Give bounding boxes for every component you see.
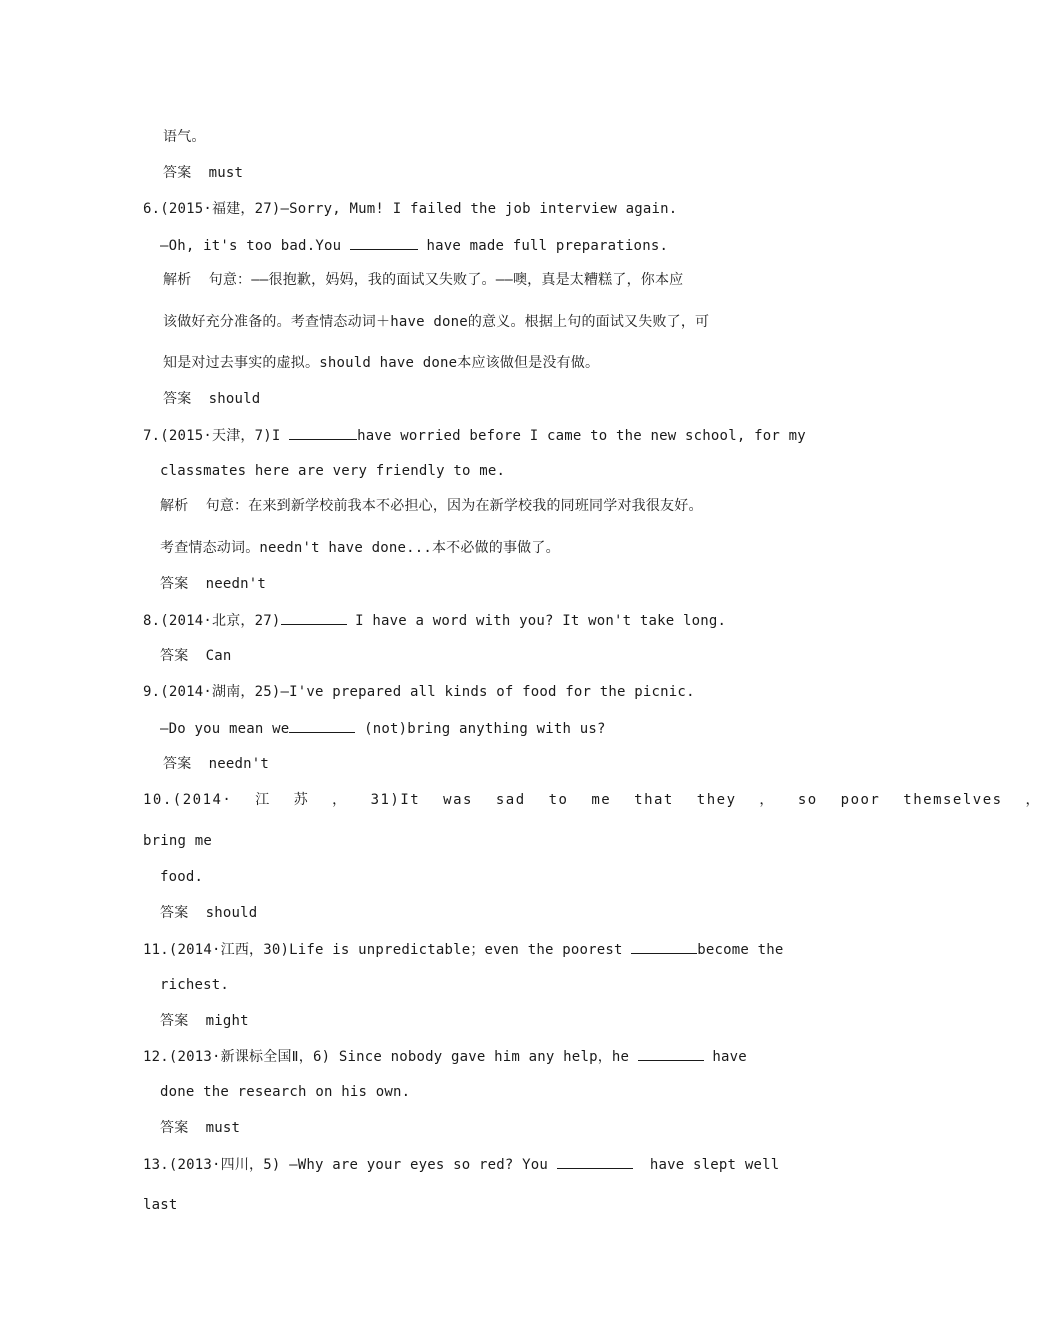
analysis-line: 该做好充分准备的。考查情态动词＋have done的意义。根据上句的面试又失败了，可 <box>163 314 710 330</box>
text-segment: become the <box>697 942 784 958</box>
text-segment: 13.(2013·四川，5) —Why are your eyes so red? You <box>143 1157 557 1173</box>
question-13 <box>143 1154 779 1175</box>
question-11 <box>143 939 784 960</box>
text-segment: (not)bring anything with us? <box>355 721 606 737</box>
question-10-line3: food. <box>160 869 204 885</box>
text-segment: I have a word with you? It won't take long. <box>346 613 727 629</box>
text-segment: —Do you mean we <box>160 721 290 737</box>
text-segment: have <box>703 1049 747 1065</box>
question-7-line2: classmates here are very friendly to me. <box>160 463 506 479</box>
text-segment: 11.(2014·江西，30)Life is unpredictable；even the poorest <box>143 942 632 958</box>
answer-blank <box>289 718 355 733</box>
answer-blank <box>281 610 347 625</box>
question-12-line2: done the research on his own. <box>160 1084 411 1100</box>
question-10-line2: bring me <box>143 833 213 849</box>
question-7 <box>143 425 806 446</box>
text-segment: 7.(2015·天津，7)I <box>143 428 290 444</box>
answer-line: 答案 Can <box>160 648 232 664</box>
answer-line: 答案 might <box>160 1013 249 1029</box>
question-9-line2 <box>160 718 606 739</box>
question-6: 6.(2015·福建，27)—Sorry, Mum! I failed the job interview again. <box>143 201 678 217</box>
text-segment: 8.(2014·北京，27) <box>143 613 281 629</box>
answer-blank <box>557 1154 633 1169</box>
text-segment: have slept well <box>632 1157 780 1173</box>
answer-line: 答案 should <box>160 905 258 921</box>
answer-line: 答案 must <box>160 1120 241 1136</box>
analysis-line: 考查情态动词。needn't have done...本不必做的事做了。 <box>160 540 560 556</box>
question-11-line2: richest. <box>160 977 230 993</box>
answer-line: 答案 should <box>163 391 261 407</box>
question-9: 9.(2014·湖南，25)—I've prepared all kinds of food for the picnic. <box>143 684 695 700</box>
question-8 <box>143 610 726 631</box>
answer-blank <box>631 939 697 954</box>
question-12 <box>143 1046 747 1067</box>
answer-blank <box>350 235 418 250</box>
answer-blank <box>638 1046 704 1061</box>
answer-line: 答案 needn't <box>160 576 267 592</box>
text-segment: 12.(2013·新课标全国Ⅱ，6) Since nobody gave him any help，he <box>143 1049 638 1065</box>
analysis-line: 解析 句意：——很抱歉，妈妈，我的面试又失败了。——噢，真是太糟糕了，你本应 <box>163 272 684 288</box>
analysis-line: 知是对过去事实的虚拟。should have done本应该做但是没有做。 <box>163 355 600 371</box>
question-10: 10.(2014· 江 苏 ， 31)It was sad to me that they ， so poor themselves ， <box>143 792 1041 808</box>
question-13-line2: last <box>143 1197 178 1213</box>
text-segment: —Oh, it's too bad.You <box>160 238 350 254</box>
text-line: 语气。 <box>163 129 206 145</box>
text-segment: have worried before I came to the new school, for my <box>357 428 806 444</box>
answer-line: 答案 needn't <box>163 756 270 772</box>
analysis-line: 解析 句意：在来到新学校前我本不必担心，因为在新学校我的同班同学对我很友好。 <box>160 498 703 514</box>
answer-line: 答案 must <box>163 165 244 181</box>
text-segment: have made full preparations. <box>417 238 669 254</box>
question-6-line2 <box>160 235 668 256</box>
answer-blank <box>289 425 357 440</box>
